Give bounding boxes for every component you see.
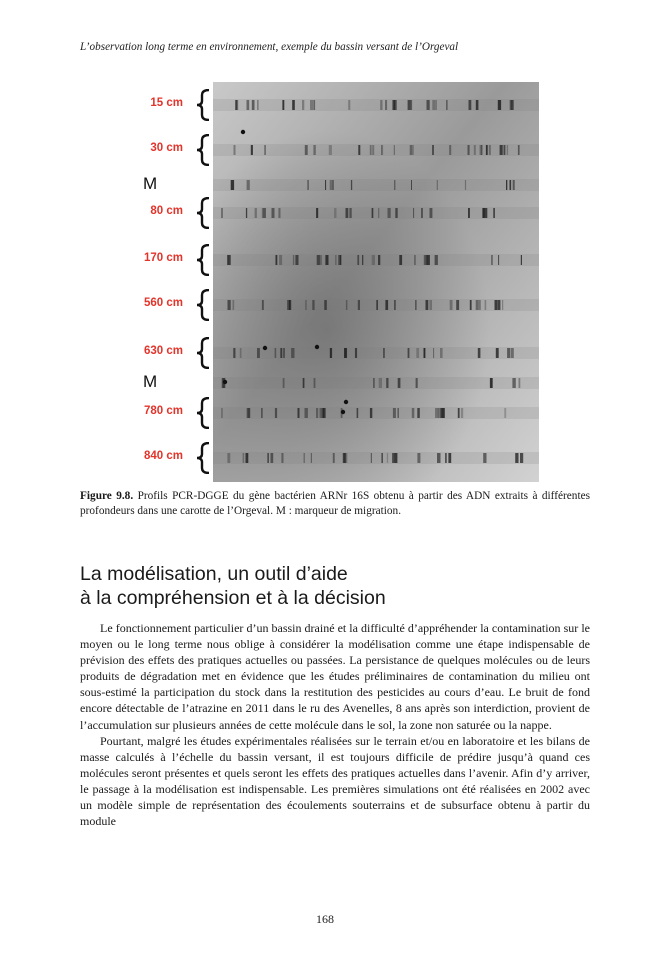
- lane-label: 560 cm: [143, 297, 183, 309]
- lane-brace: [195, 197, 211, 229]
- gel-band-row: [213, 377, 539, 389]
- marker-label: M: [143, 372, 158, 391]
- figure-caption: [80, 489, 590, 519]
- lane-brace: [195, 442, 211, 474]
- lane-brace: [195, 89, 211, 121]
- running-head: L’observation long terme en environnement, exemple du bassin versant de l’Orgeval: [80, 41, 459, 53]
- gel-band-row: [213, 254, 539, 266]
- section-heading-line-1: La modélisation, un outil d’aide: [80, 563, 348, 585]
- lane-brace: [195, 397, 211, 429]
- gel-speck: [315, 345, 319, 349]
- gel-speck: [223, 380, 227, 384]
- dgge-gel-image: [213, 82, 539, 482]
- section-heading: [80, 562, 590, 610]
- page-number: 168: [316, 912, 334, 926]
- gel-band-row: [213, 99, 539, 111]
- gel-band-row: [213, 347, 539, 359]
- lane-label: 840 cm: [143, 450, 183, 462]
- gel-speck: [341, 410, 345, 414]
- lane-label: 80 cm: [150, 205, 183, 217]
- gel-band-row: [213, 452, 539, 464]
- paragraph-1: Le fonctionnement particulier d’un bassin drainé et la difficulté d’appréhender la contamination sur le moyen ou le long terme nous oblige à considérer la modélisation comme une étape indispensable de prévision des effets des pratiques actuelles ou passées. La persistance de quelques molécules ou de leurs produits de dégradation met en évidence que les études préliminaires de contamination du milieu ont sous-estimé la participation du stock dans la restitution des pesticides au cours d’eau. Le bruit de fond encore détectable de l’atrazine en 2011 dans le ru des Avenelles, 8 ans après son interdiction, provient de l’accumulation sur plusieurs années de cette molécule dans le sol, la zone non saturée ou la nappe.: [80, 621, 590, 732]
- gel-band-row: [213, 299, 539, 311]
- lane-label: 630 cm: [143, 345, 183, 357]
- gel-band-row: [213, 179, 539, 191]
- marker-label: M: [143, 174, 158, 193]
- section-heading-line-2: à la compréhension et à la décision: [80, 587, 386, 609]
- lane-brace: [195, 289, 211, 321]
- caption-label: Figure 9.8.: [80, 490, 134, 502]
- lane-label: 15 cm: [150, 97, 183, 109]
- lane-label: 30 cm: [150, 142, 183, 154]
- body-text: [80, 620, 590, 829]
- gel-speck: [241, 130, 245, 134]
- lane-brace: [195, 134, 211, 166]
- paragraph-2: Pourtant, malgré les études expérimentales réalisées sur le terrain et/ou en laboratoire et les bilans de masse calculés à l’échelle du bassin versant, il est toujours difficile de prédire jusqu’à quand ces molécules seront présentes et quels seront les effets des pratiques actuelles dans l’avenir. Afin d’y arriver, le passage à la modélisation est indispensable. Les premières simulations ont été réalisées en 2002 avec un modèle simple de représentation des écoulements souterrains et de subsurface obtenu à partir du module: [80, 733, 590, 829]
- caption-text: Profils PCR-DGGE du gène bactérien ARNr 16S obtenu à partir des ADN extraits à différentes profondeurs dans une carotte de l’Orgeval. M : marqueur de migration.: [80, 490, 590, 517]
- gel-band-row: [213, 144, 539, 156]
- gel-speck: [344, 400, 348, 404]
- gel-band-row: [213, 207, 539, 219]
- dgge-figure: [125, 80, 545, 482]
- lane-label: 170 cm: [143, 252, 183, 264]
- gel-band-row: [213, 407, 539, 419]
- lane-label: 780 cm: [143, 405, 183, 417]
- lane-brace: [195, 337, 211, 369]
- gel-speck: [263, 346, 267, 350]
- lane-brace: [195, 244, 211, 276]
